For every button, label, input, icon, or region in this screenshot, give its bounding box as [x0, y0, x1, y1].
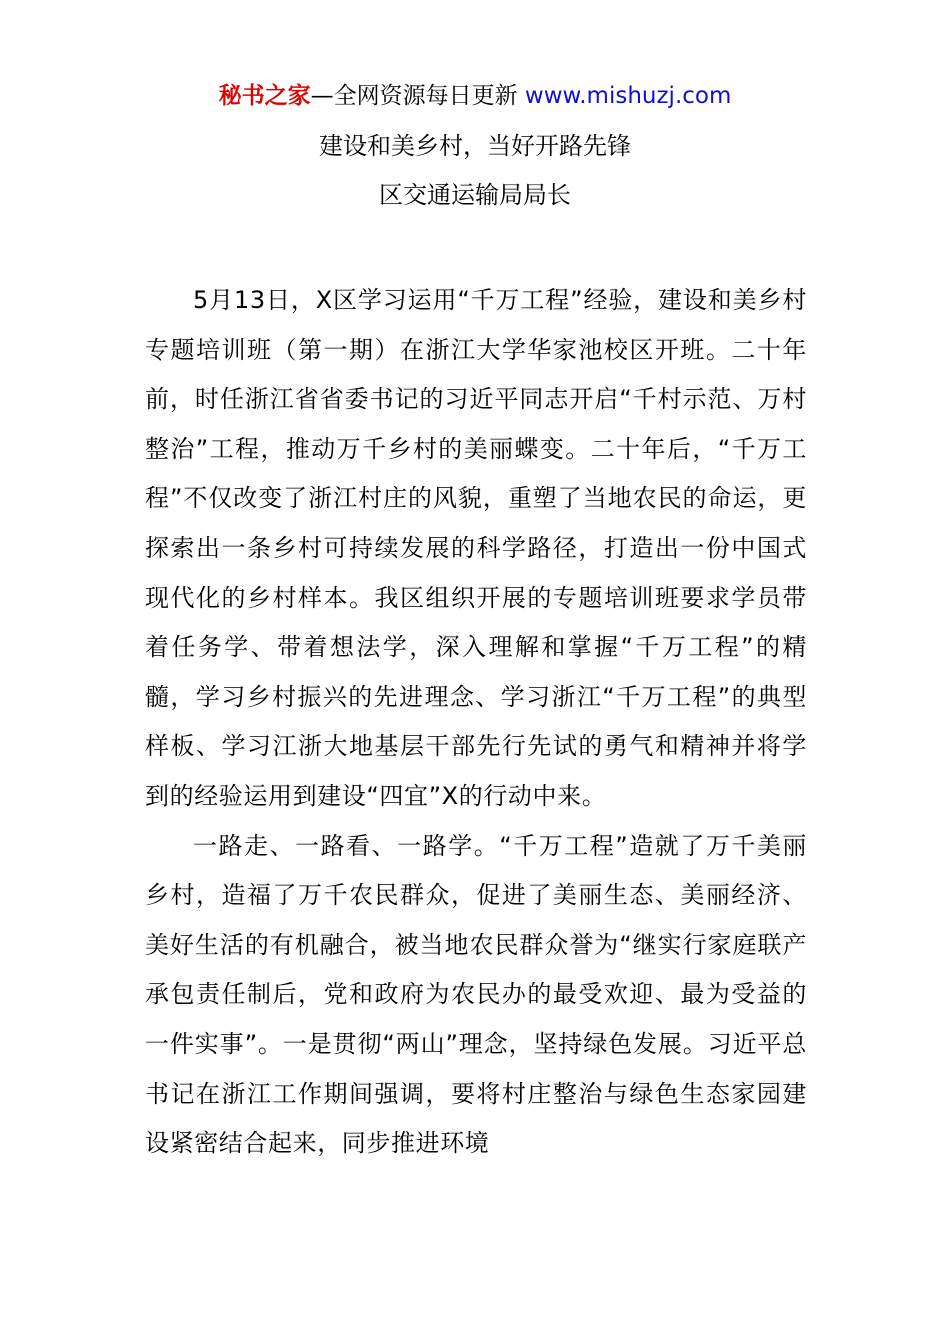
site-brand: 秘书之家	[218, 83, 311, 109]
site-tagline: —全网资源每日更新	[310, 83, 525, 109]
paragraph: 一路走、一路看、一路学。“千万工程”造就了万千美丽乡村，造福了万千农民群众，促进了美丽生态、美丽经济、美好生活的有机融合，被当地农民群众誉为“继实行家庭联产承包责任制后，党和政府为农民办的最受欢迎、最为受益的一件实事”。一是贯彻“两山”理念，坚持绿色发展。习近平总书记在浙江工作期间强调，要将村庄整治与绿色生态家园建设紧密结合起来，同步推进环境	[145, 831, 807, 1158]
site-header	[0, 80, 950, 112]
document-author: 区交通运输局局长	[379, 181, 571, 209]
site-url-link[interactable]: www.mishuzj.com	[524, 83, 732, 109]
document-body	[145, 276, 807, 1169]
document-title: 建设和美乡村，当好开路先锋	[319, 132, 631, 160]
paragraph: 5月13日，X区学习运用“千万工程”经验，建设和美乡村专题培训班（第一期）在浙江大学华家池校区开班。二十年前，时任浙江省省委书记的习近平同志开启“千村示范、万村整治”工程，推动万千乡村的美丽蝶变。二十年后，“千万工程”不仅改变了浙江村庄的风貌，重塑了当地农民的命运，更探索出一条乡村可持续发展的科学路径，打造出一份中国式现代化的乡村样本。我区组织开展的专题培训班要求学员带着任务学、带着想法学，深入理解和掌握“千万工程”的精髓，学习乡村振兴的先进理念、学习浙江“千万工程”的典型样板、学习江浙大地基层干部先行先试的勇气和精神并将学到的经验运用到建设“四宜”X的行动中来。	[145, 286, 807, 810]
